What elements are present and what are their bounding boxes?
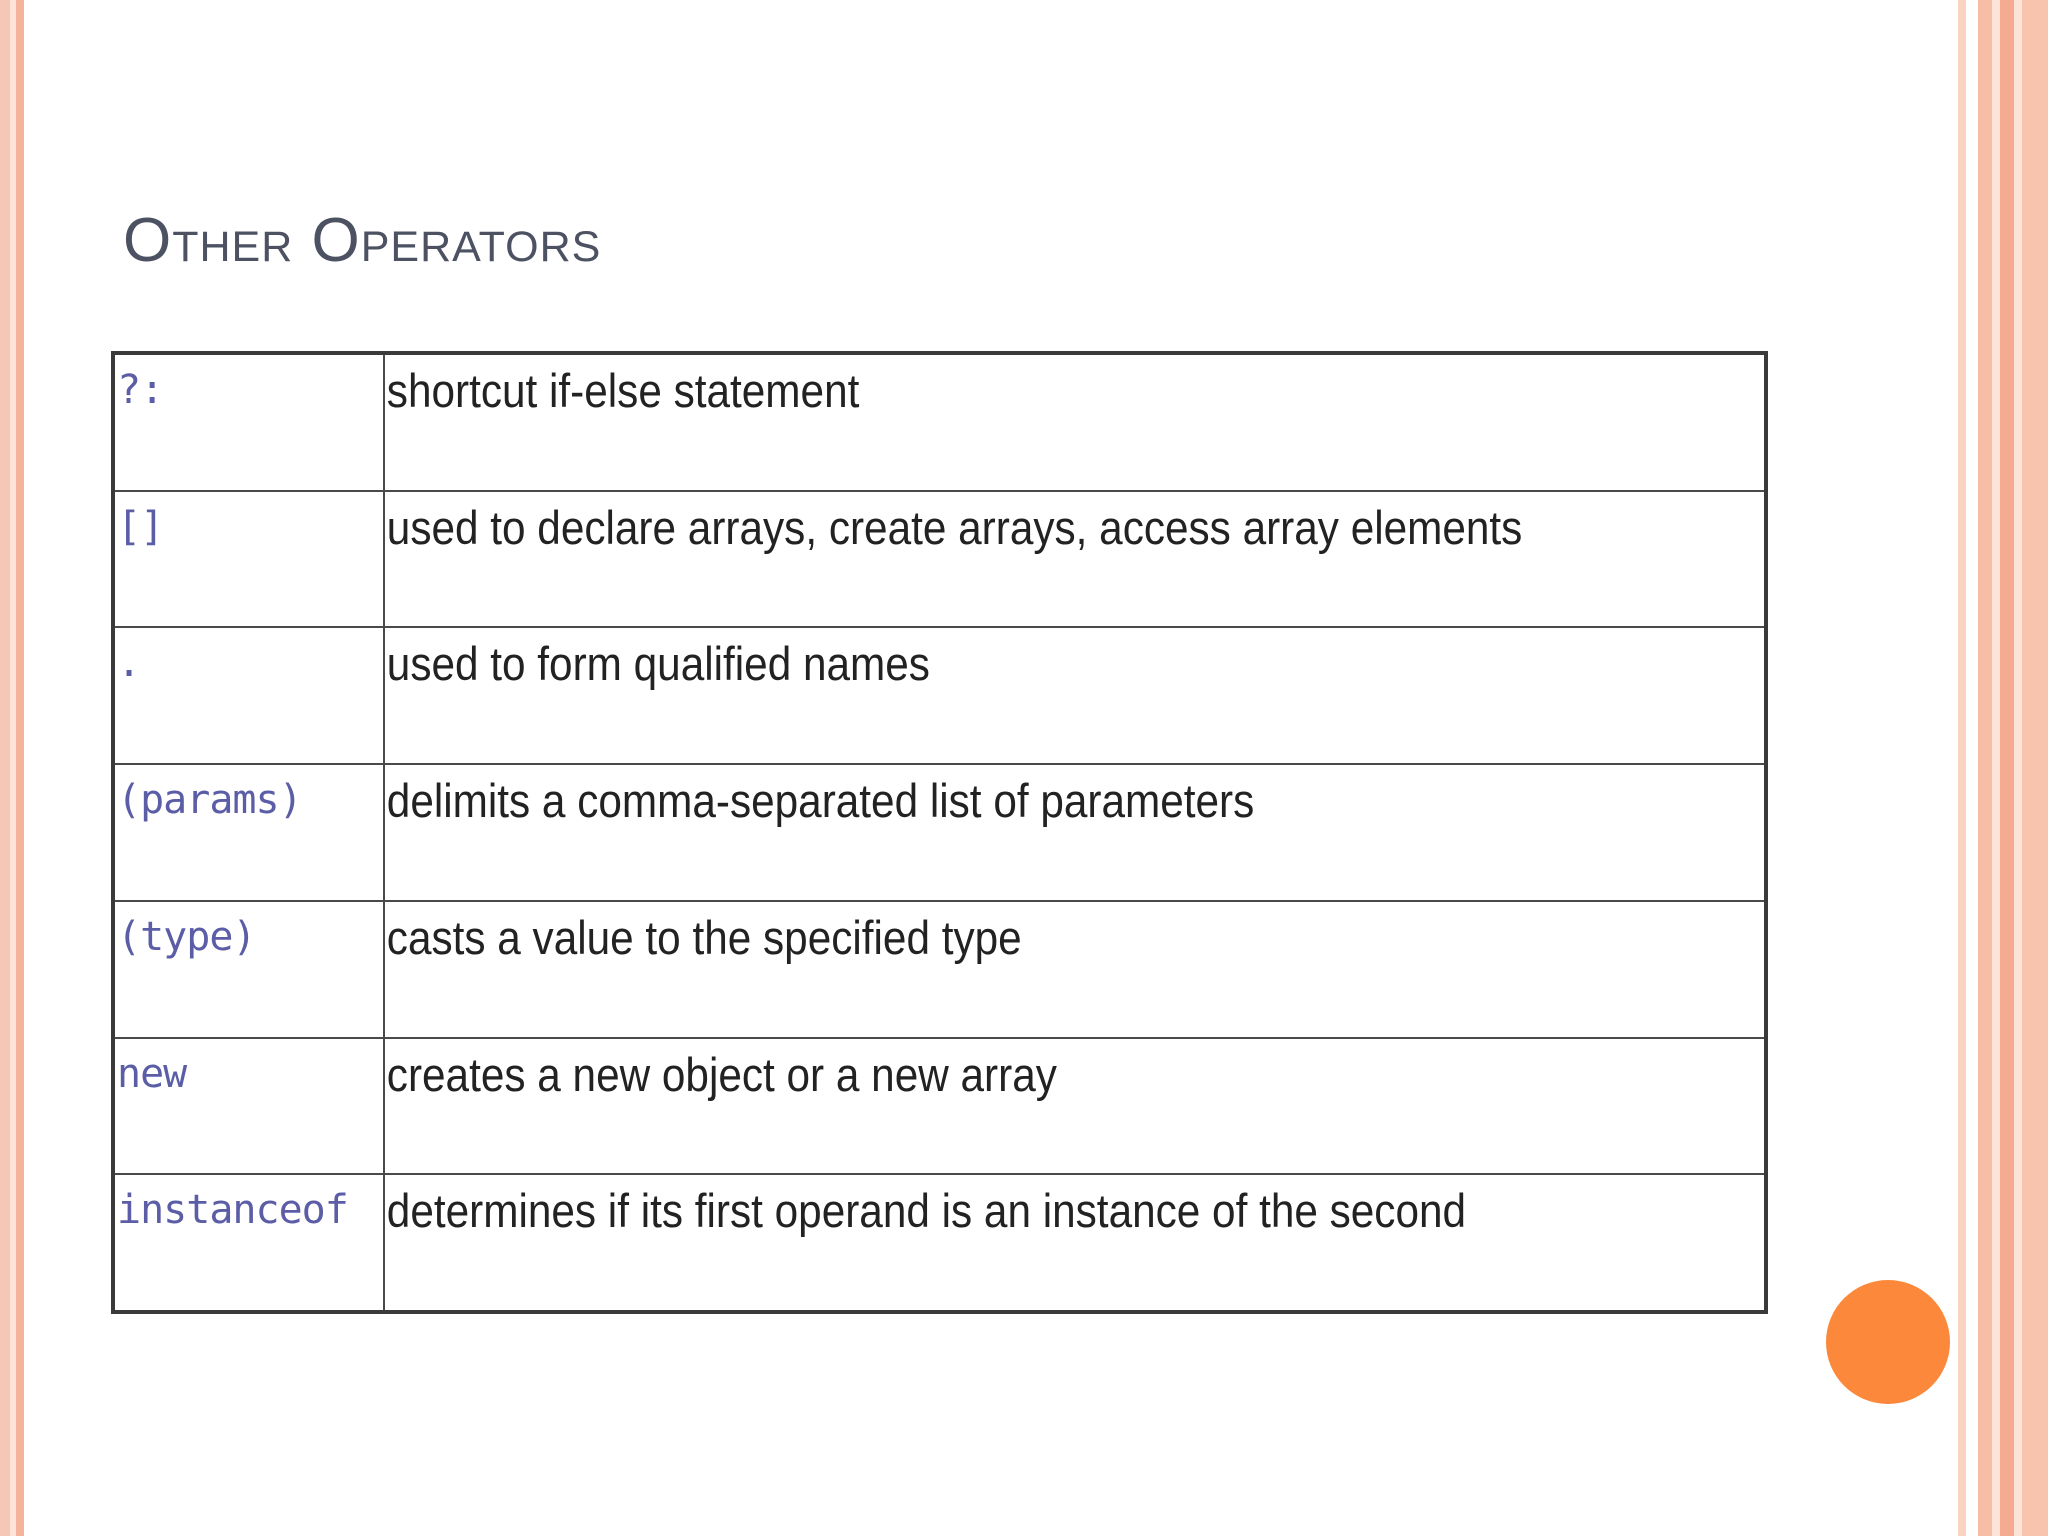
operator-cell <box>113 901 384 1038</box>
operator-description: used to declare arrays, create arrays, access array elements <box>386 500 1523 554</box>
right-border-stripe <box>1992 0 2000 1536</box>
operator-description: delimits a comma-separated list of parameters <box>386 774 1255 828</box>
operator-description: shortcut if-else statement <box>386 364 860 417</box>
description-cell <box>384 353 1766 491</box>
description-cell <box>384 901 1766 1038</box>
operator-symbol: new <box>117 1050 187 1097</box>
description-cell <box>384 764 1766 901</box>
table-row <box>113 491 1766 628</box>
right-border-stripe <box>2000 0 2014 1536</box>
left-border-stripe <box>0 0 10 1536</box>
operator-symbol: (params) <box>117 777 302 824</box>
operator-symbol: (type) <box>117 913 256 960</box>
table-row <box>113 627 1766 764</box>
operator-cell <box>113 764 384 901</box>
description-cell <box>384 491 1766 628</box>
operator-symbol: . <box>117 640 141 687</box>
operator-cell <box>113 491 384 628</box>
operator-description: used to form qualified names <box>386 637 930 691</box>
operator-description: determines if its first operand is an instance of the second <box>386 1184 1467 1238</box>
operator-cell <box>113 627 384 764</box>
operator-symbol: instanceof <box>117 1187 348 1234</box>
operator-cell <box>113 1174 384 1312</box>
operators-table <box>111 351 1768 1314</box>
operator-symbol: [] <box>117 503 164 550</box>
table-row <box>113 1038 1766 1175</box>
right-border-stripe <box>1958 0 1966 1536</box>
description-cell <box>384 627 1766 764</box>
description-cell <box>384 1038 1766 1175</box>
table-row <box>113 1174 1766 1312</box>
table-row <box>113 901 1766 1038</box>
operator-cell <box>113 1038 384 1175</box>
description-cell <box>384 1174 1766 1312</box>
table-row <box>113 353 1766 491</box>
right-border-stripe <box>2014 0 2022 1536</box>
operator-symbol: ?: <box>117 367 164 413</box>
accent-circle <box>1826 1280 1950 1404</box>
left-border-stripe <box>16 0 24 1536</box>
operator-description: creates a new object or a new array <box>386 1047 1057 1101</box>
right-border-stripe <box>1978 0 1992 1536</box>
table-row <box>113 764 1766 901</box>
slide-title: Other Operators <box>123 206 602 275</box>
right-border-stripe <box>1966 0 1978 1536</box>
operator-description: casts a value to the specified type <box>386 910 1022 964</box>
operator-cell <box>113 353 384 491</box>
right-border-stripe <box>2022 0 2048 1536</box>
